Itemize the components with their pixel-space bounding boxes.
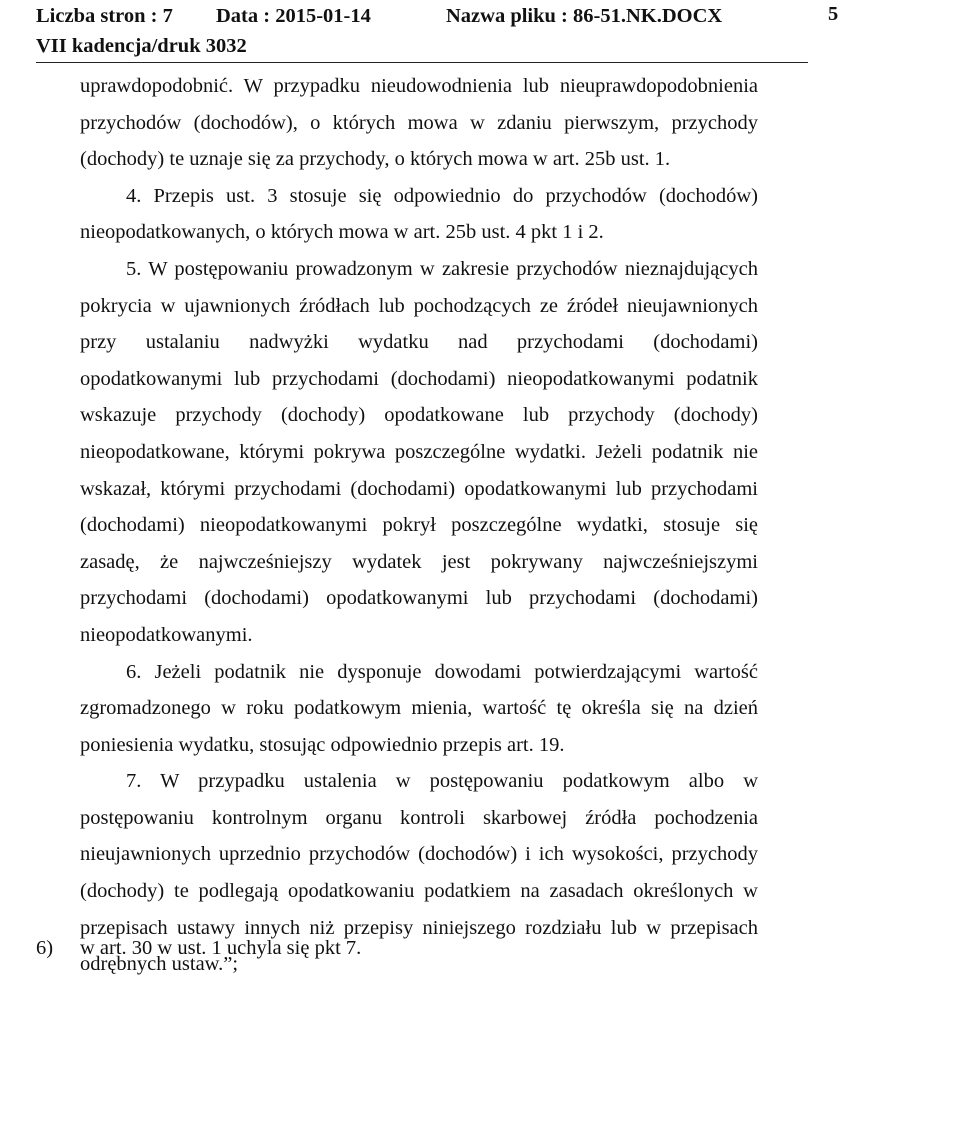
date-label: Data : 2015-01-14 (216, 5, 371, 27)
paragraph-continuation: uprawdopodobnić. W przypadku nieudowodnienia lub nieuprawdopodobnienia przychodów (dochodów), o których mowa w zdaniu pierwszym, przychody (dochody) te uznaje się za przychody, o których mowa w art. 25b ust. 1. (80, 75, 758, 171)
filename-label: Nazwa pliku : 86-51.NK.DOCX (446, 5, 723, 27)
paragraph-5: 5. W postępowaniu prowadzonym w zakresie przychodów nieznajdujących pokrycia w ujawnionych źródłach lub pochodzących ze źródeł nieujawnionych przy ustalaniu nadwyżki wydatku nad przychodami (dochodami) opodatkowanymi lub przychodami (dochodami) nieopodatkowanymi podatnik wskazuje przychody (dochody) opodatkowane lub przychody (dochody) nieopodatkowane, którymi pokrywa poszczególne wydatki. Jeżeli podatnik nie wskazał, którymi przychodami (dochodami) opodatkowanymi lub przychodami (dochodami) nieopodatkowanymi pokrył poszczególne wydatki, stosuje się zasadę, że najwcześniejszy wydatek jest pokrywany najwcześniejszymi przychodami (dochodami) opodatkowanymi lub przychodami (dochodami) nieopodatkowanymi. (80, 257, 758, 646)
list-item-text: w art. 30 w ust. 1 uchyla się pkt 7. (80, 937, 362, 959)
term-print-label: VII kadencja/druk 3032 (36, 35, 247, 57)
page-number: 5 (828, 3, 839, 25)
page-count-label: Liczba stron : 7 (36, 5, 173, 27)
document-body (80, 68, 758, 983)
page-header (36, 0, 926, 60)
paragraph-6: 6. Jeżeli podatnik nie dysponuje dowodami potwierdzającymi wartość zgromadzonego w roku podatkowym mienia, wartość tę określa się na dzień poniesienia wydatku, stosując odpowiednio przepis art. 19. (80, 660, 758, 756)
list-item-6 (36, 930, 361, 966)
paragraph-7: 7. W przypadku ustalenia w postępowaniu podatkowym albo w postępowaniu kontrolnym organu kontroli skarbowej źródła pochodzenia nieujawnionych uprzednio przychodów (dochodów) i ich wysokości, przychody (dochody) te podlegają opodatkowaniu podatkiem na zasadach określonych w przepisach ustawy innych niż przepisy niniejszego rozdziału lub w przepisach odrębnych ustaw.”; (80, 770, 758, 976)
paragraph-4: 4. Przepis ust. 3 stosuje się odpowiednio do przychodów (dochodów) nieopodatkowanych, o których mowa w art. 25b ust. 4 pkt 1 i 2. (80, 184, 758, 244)
list-item-number: 6) (36, 937, 54, 959)
header-metadata-line (36, 2, 806, 30)
header-divider (36, 62, 808, 63)
